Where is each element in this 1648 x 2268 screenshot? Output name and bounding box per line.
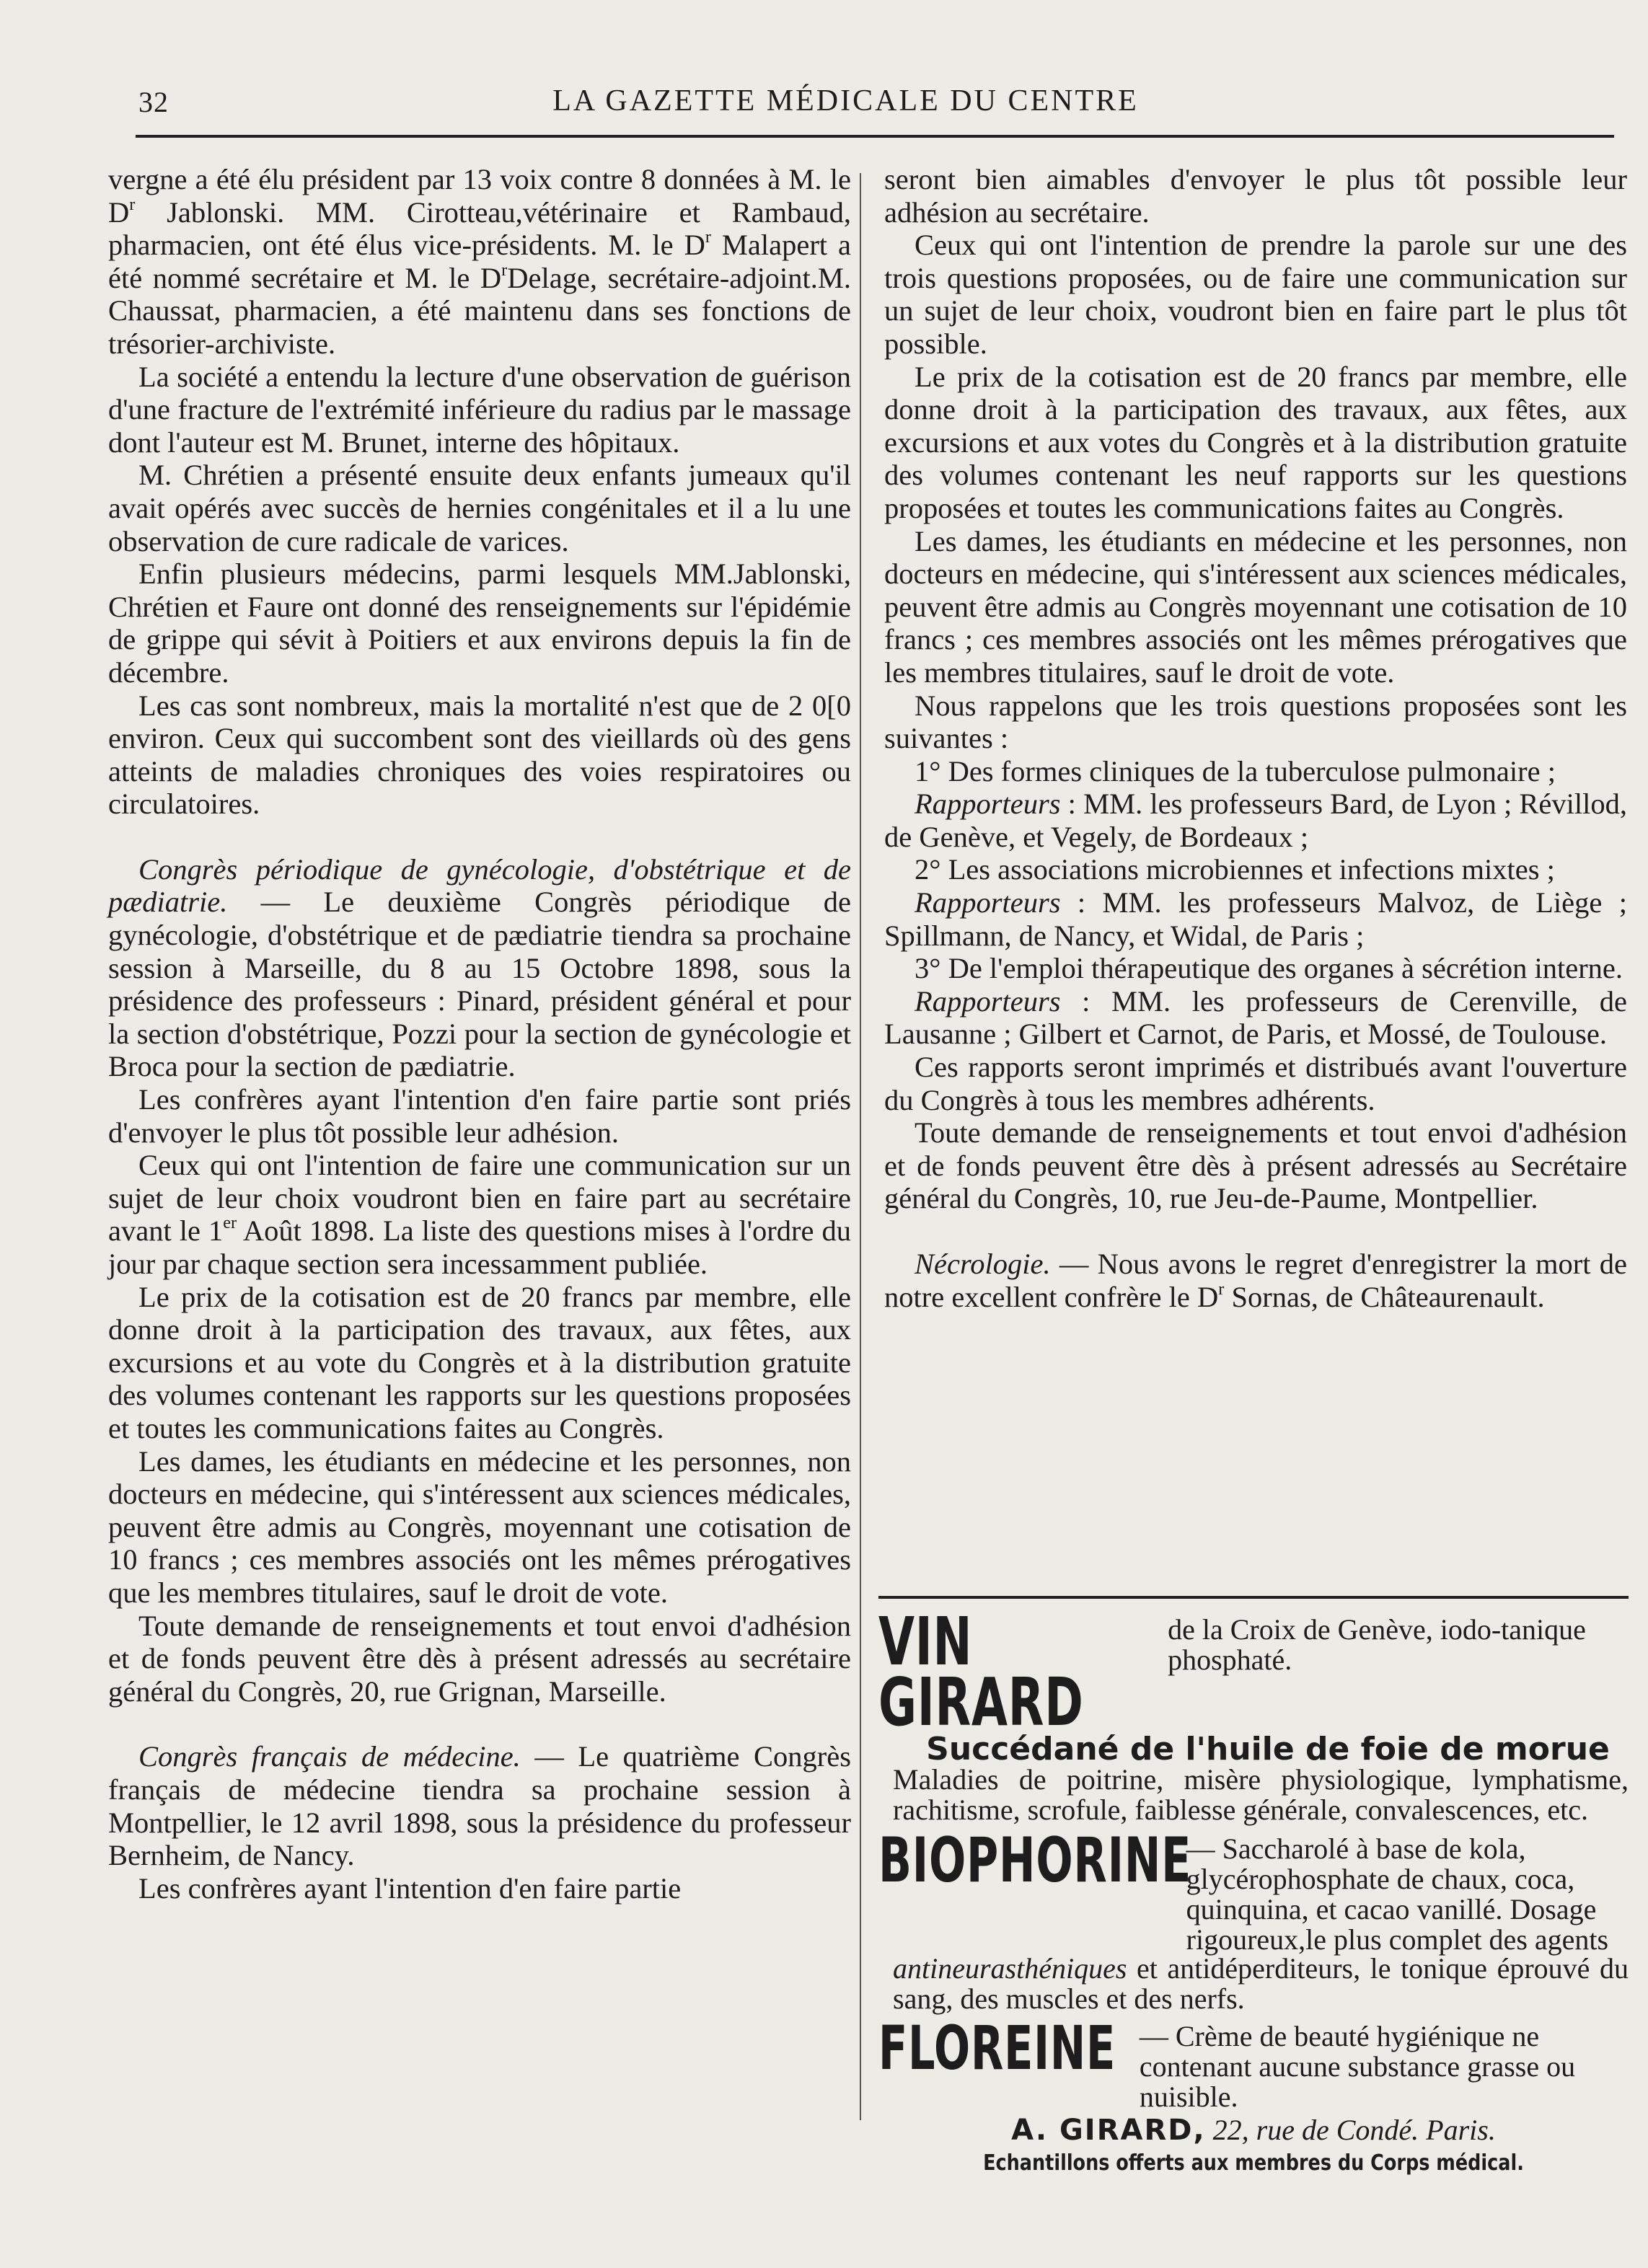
paragraph: 1° Des formes cliniques de la tuberculose pulmonaire ; <box>915 754 1556 787</box>
paragraph: Les confrères ayant l'intention d'en faire partie <box>138 1871 682 1905</box>
paragraph: La société a entendu la lecture d'une observation de guérison d'une fracture de l'extrémité inférieure du radius par le massage dont l'auteur est M. Brunet, interne des hôpitaux. <box>108 360 851 459</box>
paragraph: Le prix de la cotisation est de 20 francs par membre, elle donne droit à la participation des travaux, aux fêtes, aux excursions et aux votes du Congrès et à la distribution gratuite des volumes contenant les neuf rapports sur les questions proposées et toutes les communications faites au Congrès. <box>884 360 1627 524</box>
vin-girard-text: Maladies de poitrine, misère physiologique, lymphatisme, rachitisme, scrofule, faiblesse générale, convalescences, etc. <box>893 1763 1629 1826</box>
page-number: 32 <box>138 86 169 118</box>
paragraph: 3° De l'emploi thérapeutique des organes à sécrétion interne. <box>915 952 1623 985</box>
floreine-ad <box>878 2013 1629 2113</box>
biophorine-description-start: — Saccharolé à base de kola, glycérophosphate de chaux, coca, quinquina, et cacao vanillé. Dosage rigoureux,le plus complet des agents <box>1186 1832 1609 1956</box>
paragraph: Les dames, les étudiants en médecine et les personnes, non docteurs en médecine, qui s'intéressent aux sciences médicales, peuvent être admis au Congrès, moyennant une cotisation de 10 francs ; ces membres associés ont les mêmes prérogatives que les membres titulaires, sauf le droit de vote. <box>108 1444 851 1609</box>
vin-girard-subtitle: Succédané de l'huile de foie de morue <box>926 1731 1610 1768</box>
paragraph: 2° Les associations microbiennes et infections mixtes ; <box>915 853 1555 886</box>
header-rule <box>136 135 1614 138</box>
paragraph: Congrès périodique de gynécologie, d'obstétrique et de pædiatrie. — Le deuxième Congrès périodique de gynécologie, d'obstétrique et de pædiatrie tiendra sa prochaine session à Marseille, du 8 au 15 Octobre 1898, sous la présidence des professeurs : Pinard, président général et pour la section d'obstétrique, Pozzi pour la section de gynécologie et Broca pour la section de pædiatrie. <box>108 852 851 1083</box>
paragraph: Les dames, les étudiants en médecine et les personnes, non docteurs en médecine, qui s'intéressent aux sciences médicales, peuvent être admis au Congrès moyennant une cotisation de 10 francs ; ces membres associés ont les mêmes prérogatives que les membres titulaires, sauf le droit de vote. <box>884 524 1627 689</box>
paragraph: Toute demande de renseignements et tout envoi d'adhésion et de fonds peuvent être dès à présent adressés au secrétaire général du Congrès, 20, rue Grignan, Marseille. <box>108 1609 851 1708</box>
paragraph: Le prix de la cotisation est de 20 francs par membre, elle donne droit à la participation des travaux, aux fêtes, aux excursions et au vote du Congrès et à la distribution gratuite des volumes contenant les rapports sur les questions proposées et toutes les communications faites au Congrès. <box>108 1280 851 1444</box>
paragraph: M. Chrétien a présenté ensuite deux enfants jumeaux qu'il avait opérés avec succès de hernies congénitales et il a lu une observation de cure radicale de varices. <box>108 459 851 557</box>
paragraph: vergne a été élu président par 13 voix contre 8 données à M. le $D^r$ Jablonski. MM. Cirotteau,vétérinaire et Rambaud, pharmacien, ont été élus vice-présidents. M. le $D^r$ Malapert a été nommé secrétaire et M. le $D^rDelage$, secrétaire-adjoint.M. Chaussat, pharmacien, a été maintenu dans ses fonctions de trésorier-archiviste. <box>108 163 851 360</box>
paragraph: Nous rappelons que les trois questions proposées sont les suivantes : <box>884 689 1627 755</box>
paragraph: Enfin plusieurs médecins, parmi lesquels MM.Jablonski, Chrétien et Faure ont donné des renseignements sur l'épidémie de grippe qui sévit à Poitiers et aux environs depuis la fin de décembre. <box>108 557 851 689</box>
paragraph: Les cas sont nombreux, mais la mortalité n'est que de 2 0[0 environ. Ceux qui succombent sont des vieillards où des gens atteints de maladies chroniques des voies respiratoires ou circulatoires. <box>108 689 851 821</box>
vin-girard-description: de la Croix de Genève, iodo-tanique phosphaté. <box>1168 1613 1586 1676</box>
paragraph: Ces rapports seront imprimés et distribués avant l'ouverture du Congrès à tous les membres adhérents. <box>884 1051 1627 1116</box>
paragraph: Congrès français de médecine. — Le quatrième Congrès français de médecine tiendra sa prochaine session à Montpellier, le 12 avril 1898, sous la présidence du professeur Bernheim, de Nancy. <box>108 1740 851 1872</box>
samples-notice: Echantillons offerts aux membres du Corps médical. <box>983 2150 1524 2176</box>
floreine-brand: FLOREINE <box>878 2013 1116 2083</box>
biophorine-text-continued: antineurasthéniques et antidéperditeurs, le tonique éprouvé du sang, des muscles et des nerfs. <box>893 1952 1629 2015</box>
column-divider <box>860 173 861 2120</box>
right-column <box>884 163 1627 1313</box>
section-title: Congrès français de médecine. <box>138 1740 521 1773</box>
paragraph: Toute demande de renseignements et tout envoi d'adhésion et de fonds peuvent être dès à présent adressés au Secrétaire général du Congrès, 10, rue Jeu-de-Paume, Montpellier. <box>884 1116 1627 1215</box>
paragraph: Ceux qui ont l'intention de faire une communication sur un sujet de leur choix voudront bien en faire part au secrétaire avant le 1er Août 1898. La liste des questions mises à l'ordre du jour par chaque section sera incessamment publiée. <box>108 1149 851 1280</box>
biophorine-brand: BIOPHORINE <box>878 1824 1192 1897</box>
section-title: Congrès périodique de gynécologie, d'obstétrique et de pædiatrie. <box>108 852 851 919</box>
paragraph: Les confrères ayant l'intention d'en faire partie sont priés d'envoyer le plus tôt possible leur adhésion. <box>108 1083 851 1149</box>
advertisement <box>878 1596 1629 2179</box>
paragraph: Rapporteurs : MM. les professeurs Malvoz, de Liège ; Spillmann, de Nancy, et Widal, de Paris ; <box>884 886 1627 952</box>
paragraph: Rapporteurs : MM. les professeurs de Cerenville, de Lausanne ; Gilbert et Carnot, de Paris, et Mossé, de Toulouse. <box>884 984 1627 1051</box>
floreine-description: — Crème de beauté hygiénique ne contenant aucune substance grasse ou nuisible. <box>1139 2020 1576 2113</box>
section-title: Nécrologie. <box>915 1248 1051 1280</box>
vin-girard-brand: VIN GIRARD <box>878 1603 1084 1741</box>
paragraph: Ceux qui ont l'intention de prendre la parole sur une des trois questions proposées, ou de faire une communication sur un sujet de leur choix, voudront bien en faire part le plus tôt possible. <box>884 229 1627 360</box>
paragraph: Nécrologie. — Nous avons le regret d'enregistrer la mort de notre excellent confrère le $D^r$ Sornas, de Châteaurenault. <box>884 1248 1627 1313</box>
paragraph: seront bien aimables d'envoyer le plus tôt possible leur adhésion au secrétaire. <box>884 163 1627 229</box>
girard-address: A. GIRARD, 22, rue de Condé. Paris. <box>1011 2114 1496 2147</box>
paragraph: Rapporteurs : MM. les professeurs Bard, de Lyon ; Révillod, de Genève, et Vegely, de Bordeaux ; <box>884 787 1627 853</box>
left-column <box>108 163 851 1905</box>
vin-girard-ad <box>878 1603 1629 1741</box>
running-head: LA GAZETTE MÉDICALE DU CENTRE <box>552 84 1139 118</box>
